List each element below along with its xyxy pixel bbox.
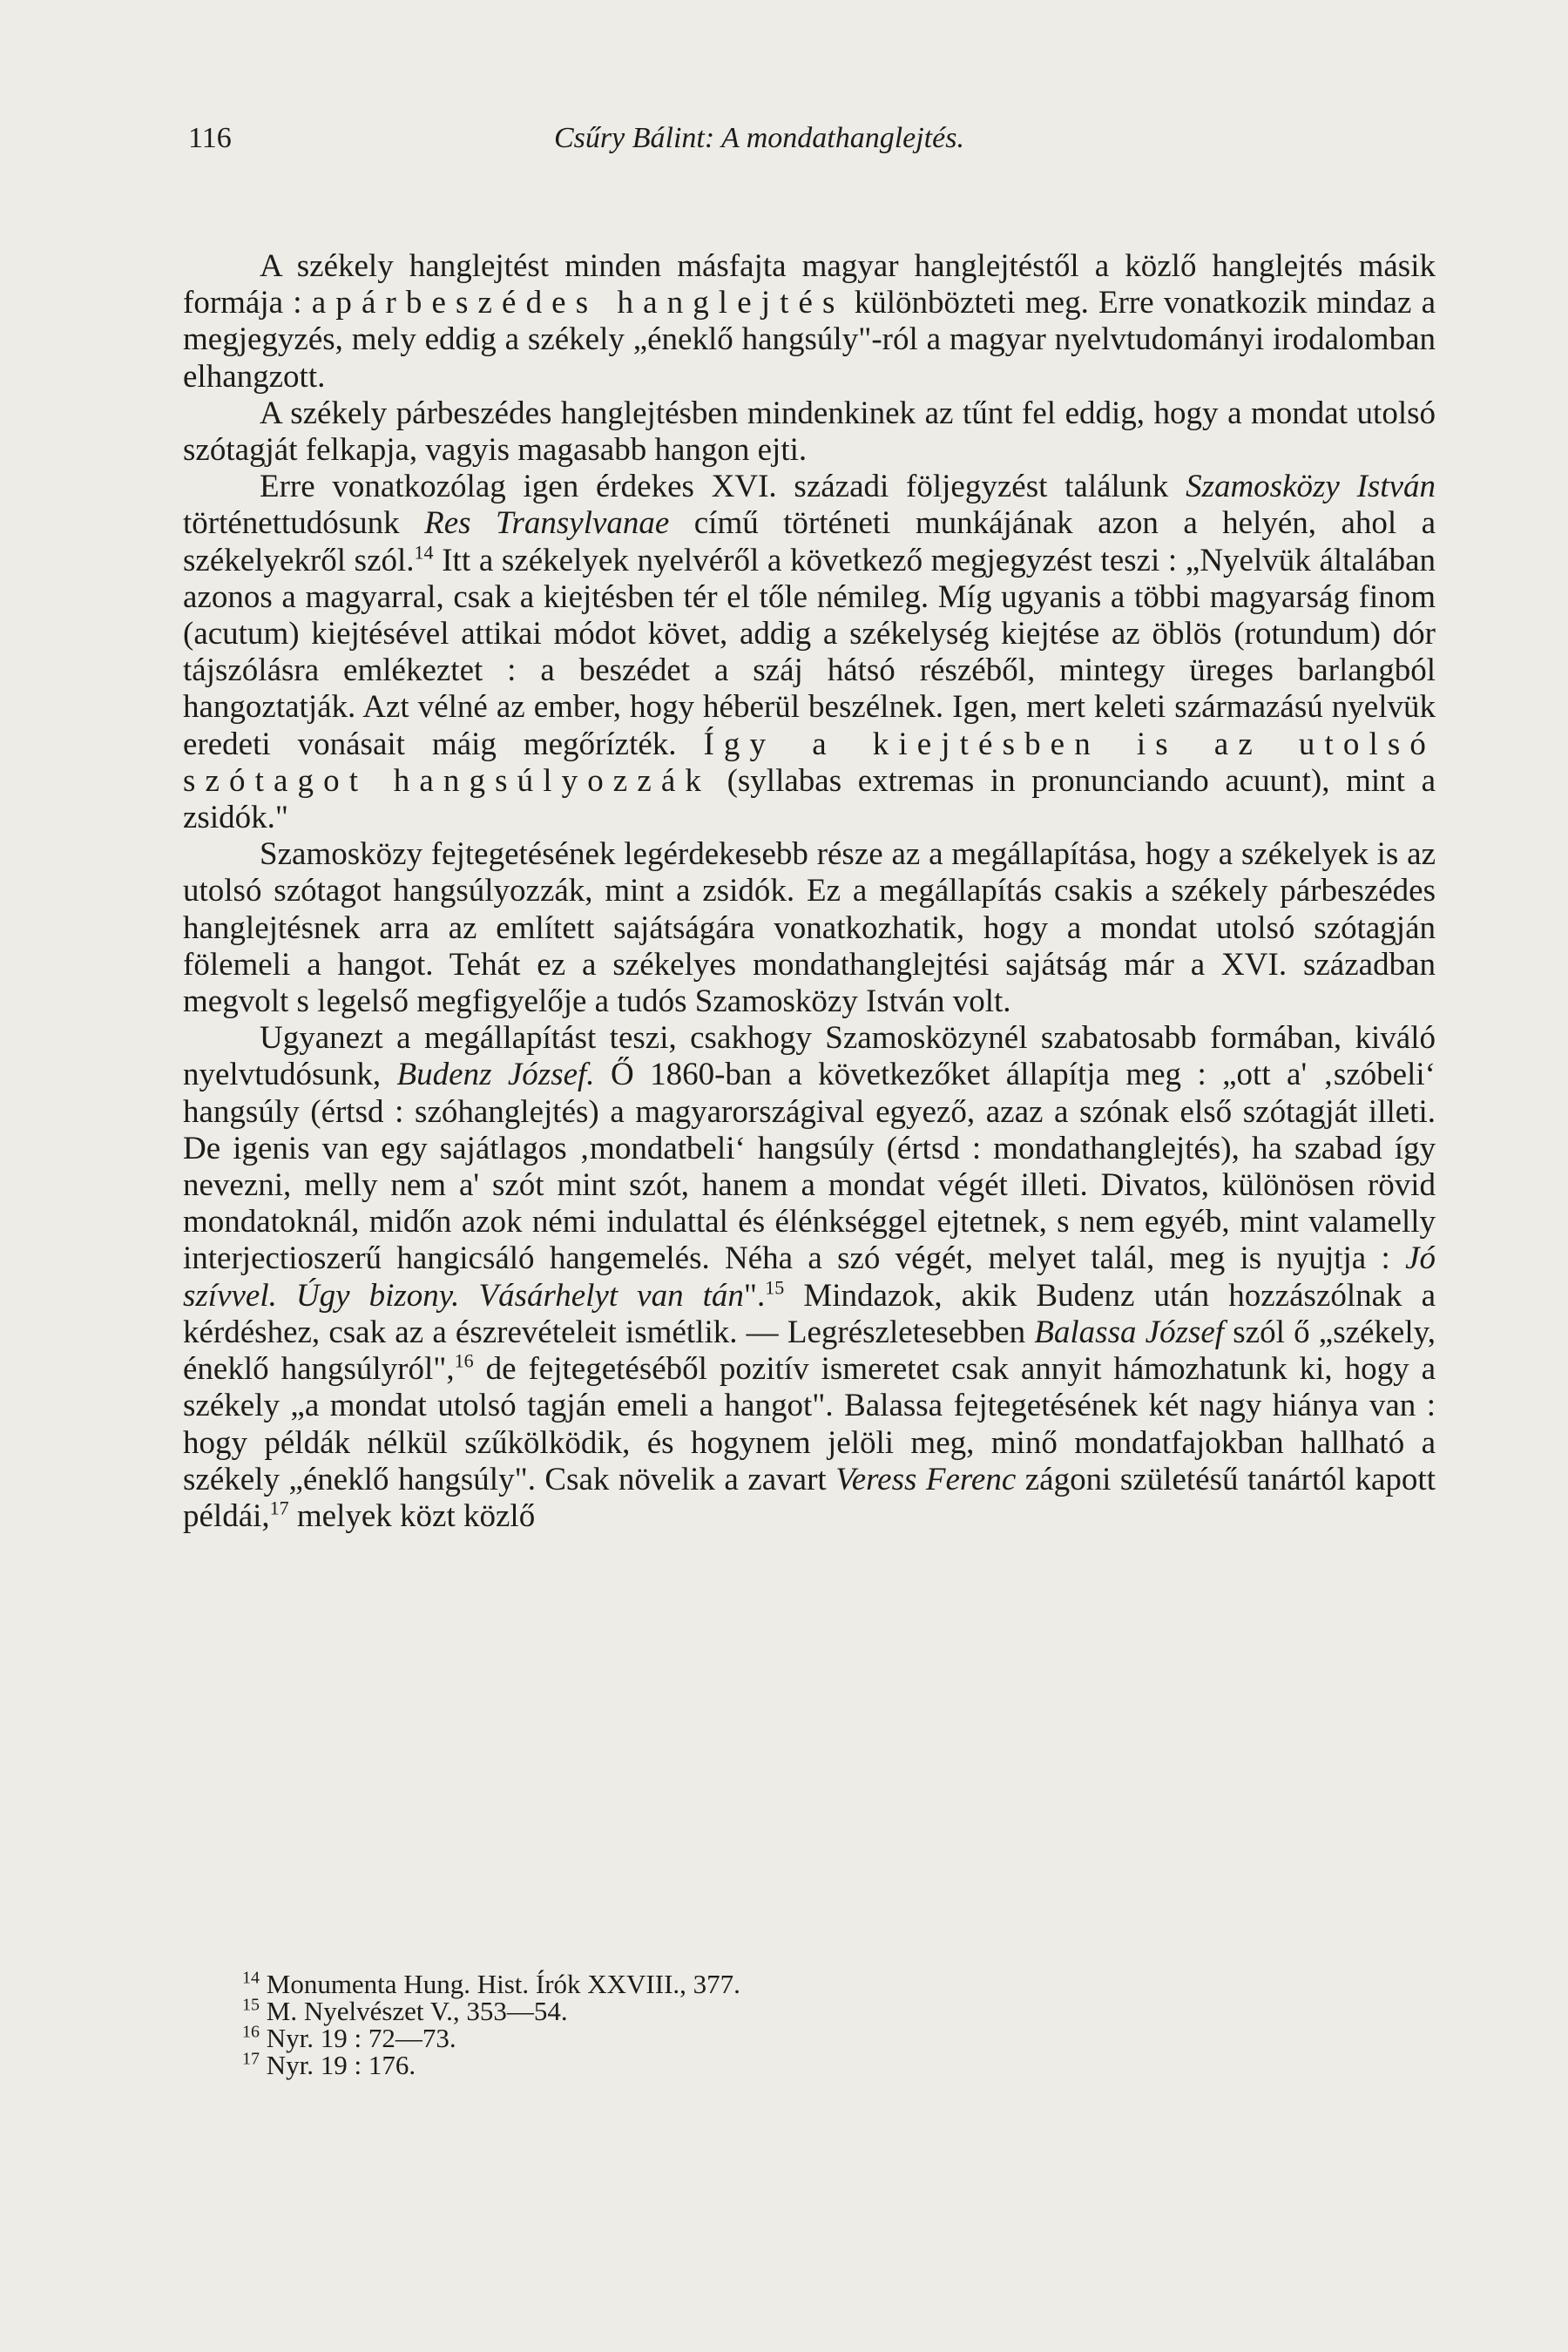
- page-number: 116: [188, 122, 232, 154]
- text-run: Mindazok, akik Budenz után hozzászólnak a kérdéshez, csak az a észrevételeit ismétlik. — Legrészletesebben: [183, 1277, 1436, 1350]
- footnote-number: 17: [242, 2049, 260, 2069]
- footnote-ref[interactable]: 17: [269, 1497, 289, 1519]
- footnote-number: 14: [242, 1968, 260, 1988]
- spaced-emphasis: párbeszédes hanglejtés: [335, 285, 845, 321]
- text-run: (syllabas extremas in pronunciando acuunt), mint a zsidók.": [183, 762, 1436, 836]
- italic-name: Szamosközy István: [1186, 469, 1436, 505]
- footnote-text: Monumenta Hung. Hist. Írók XXVIII., 377.: [266, 1969, 740, 1999]
- text-run: Ő 1860-ban a következőket állapítja meg : „ott a' ‚szóbeli‘ hangsúly (értsd : szóhanglejtés) a magyarországival egyező, azaz a szónak első szótagját illeti. De igenis van egy sajátlagos ‚mondatbeli‘ hangsúly (értsd : mondathanglejtés), ha szabad így nevezni, melly nem a' szót mint szót, hanem a mondat végét illeti. Divatos, különösen rövid mondatoknál, midőn azok némi indulattal és élénkséggel ejtetnek, s nem egyéb, mint valamelly interjectioszerű hangicsáló hangemelés. Néha a szó végét, melyet talál, meg is nyujtja :: [183, 1057, 1436, 1277]
- text-run: A székely párbeszédes hanglejtésben mindenkinek az tűnt fel eddig, hogy a mondat utolsó szótagját felkapja, vagyis magasabb hangon ejti.: [183, 395, 1436, 469]
- text-run: melyek közt közlő: [288, 1497, 536, 1534]
- spaced-emphasis: Így a kiejtésben is az utolsó szótagot hangsúlyozzák: [183, 726, 1436, 799]
- footnote-text: M. Nyelvészet V., 353—54.: [266, 1996, 568, 2026]
- text-run: Szamosközy fejtegetésének legérdekesebb része az a megállapítása, hogy a székelyek is az utolsó szótagot hangsúlyozzák, mint a zsidók. Ez a megállapítás csakis a székely párbeszédes hanglejtésnek arra az említett sajátságára vonatkozhatik, hogy a mondat utolsó szótagján fölemeli a hangot. Tehát ez a székelyes mondathanglejtési sajátság már a XVI. században megvolt s legelső megfigyelője a tudós Szamosközy István volt.: [183, 836, 1436, 1020]
- footnote-text: Nyr. 19 : 176.: [266, 2050, 416, 2080]
- paragraph-4: [183, 836, 1436, 1020]
- paragraph-2: [183, 395, 1436, 469]
- italic-name: Balassa József: [1034, 1314, 1225, 1350]
- text-run: Erre vonatkozólag igen érdekes XVI. századi följegyzést találunk: [260, 469, 1186, 505]
- footnote-ref[interactable]: 14: [414, 541, 434, 564]
- text-run: különbözteti meg. Erre vonatkozik mindaz a megjegyzés, mely eddig a székely „éneklő hangsúly"-ról a magyar nyelvtudományi irodalomban elhangzott.: [183, 285, 1436, 395]
- footnote-ref[interactable]: 15: [765, 1276, 785, 1299]
- italic-title: Res Transylvanae: [424, 505, 670, 542]
- italic-name: Veress Ferenc: [835, 1461, 1017, 1497]
- paragraph-5: [183, 1020, 1436, 1535]
- text-run: szól ő „székely, éneklő hangsúlyról",: [183, 1314, 1436, 1388]
- body-text: [183, 248, 1436, 1535]
- footnote: [242, 2051, 1375, 2078]
- footnote: [242, 1970, 1375, 1997]
- paragraph-1: [183, 248, 1436, 395]
- text-run: Ugyanezt a megállapítást teszi, csakhogy Szamosközynél szabatosabb formában, kiváló nyelvtudósunk,: [183, 1020, 1436, 1093]
- footnotes: [242, 1970, 1375, 2078]
- page-header: [188, 122, 1425, 174]
- footnote-ref[interactable]: 16: [454, 1349, 474, 1372]
- italic-name: Budenz József.: [396, 1057, 595, 1093]
- text-run: de fejtegetéséből pozitív ismeretet csak annyit hámozhatunk ki, hogy a székely „a mondat utolsó tagján emeli a hangot". Balassa fejtegetésének két nagy hiánya van : hogy példák nélkül szűkölködik, és hogynem jelöli meg, minő mondatfajokban hallható a székely „éneklő hangsúly". Csak növelik a zavart: [183, 1351, 1436, 1497]
- text-run: ".: [743, 1277, 766, 1314]
- footnote: [242, 2024, 1375, 2051]
- footnote-number: 16: [242, 2022, 260, 2042]
- text-run: Itt a székelyek nyelvéről a következő megjegyzést teszi : „Nyelvük általában azonos a magyarral, csak a kiejtésben tér el tőle némileg. Míg ugyanis a többi magyarság finom (acutum) kiejtésével attikai módot követ, addig a székelység kiejtése az öblös (rotundum) dór tájszólásra emlékeztet : a beszédet a száj hátsó részéből, mintegy üreges barlangból hangoztatják. Azt vélné az ember, hogy héberül beszélnek. Igen, mert keleti származású nyelvük eredeti vonásait máig megőrízték.: [183, 542, 1436, 762]
- text-run: zágoni születésű tanártól kapott példái,: [183, 1461, 1436, 1534]
- italic-example: Jó szívvel. Úgy bizony. Vásárhelyt van tán: [183, 1240, 1436, 1314]
- running-title: Csűry Bálint: A mondathanglejtés.: [554, 122, 964, 154]
- footnote: [242, 1997, 1375, 2024]
- text-run: című történeti munkájának azon a helyén, ahol a székelyekről szól.: [183, 505, 1436, 578]
- footnote-text: Nyr. 19 : 72—73.: [266, 2023, 456, 2053]
- paragraph-3: [183, 469, 1436, 836]
- text-run: A székely hanglejtést minden másfajta magyar hanglejtéstől a közlő hanglejtés másik formája : a: [183, 248, 1436, 321]
- footnote-number: 15: [242, 1995, 260, 2015]
- text-run: történettudósunk: [183, 505, 425, 542]
